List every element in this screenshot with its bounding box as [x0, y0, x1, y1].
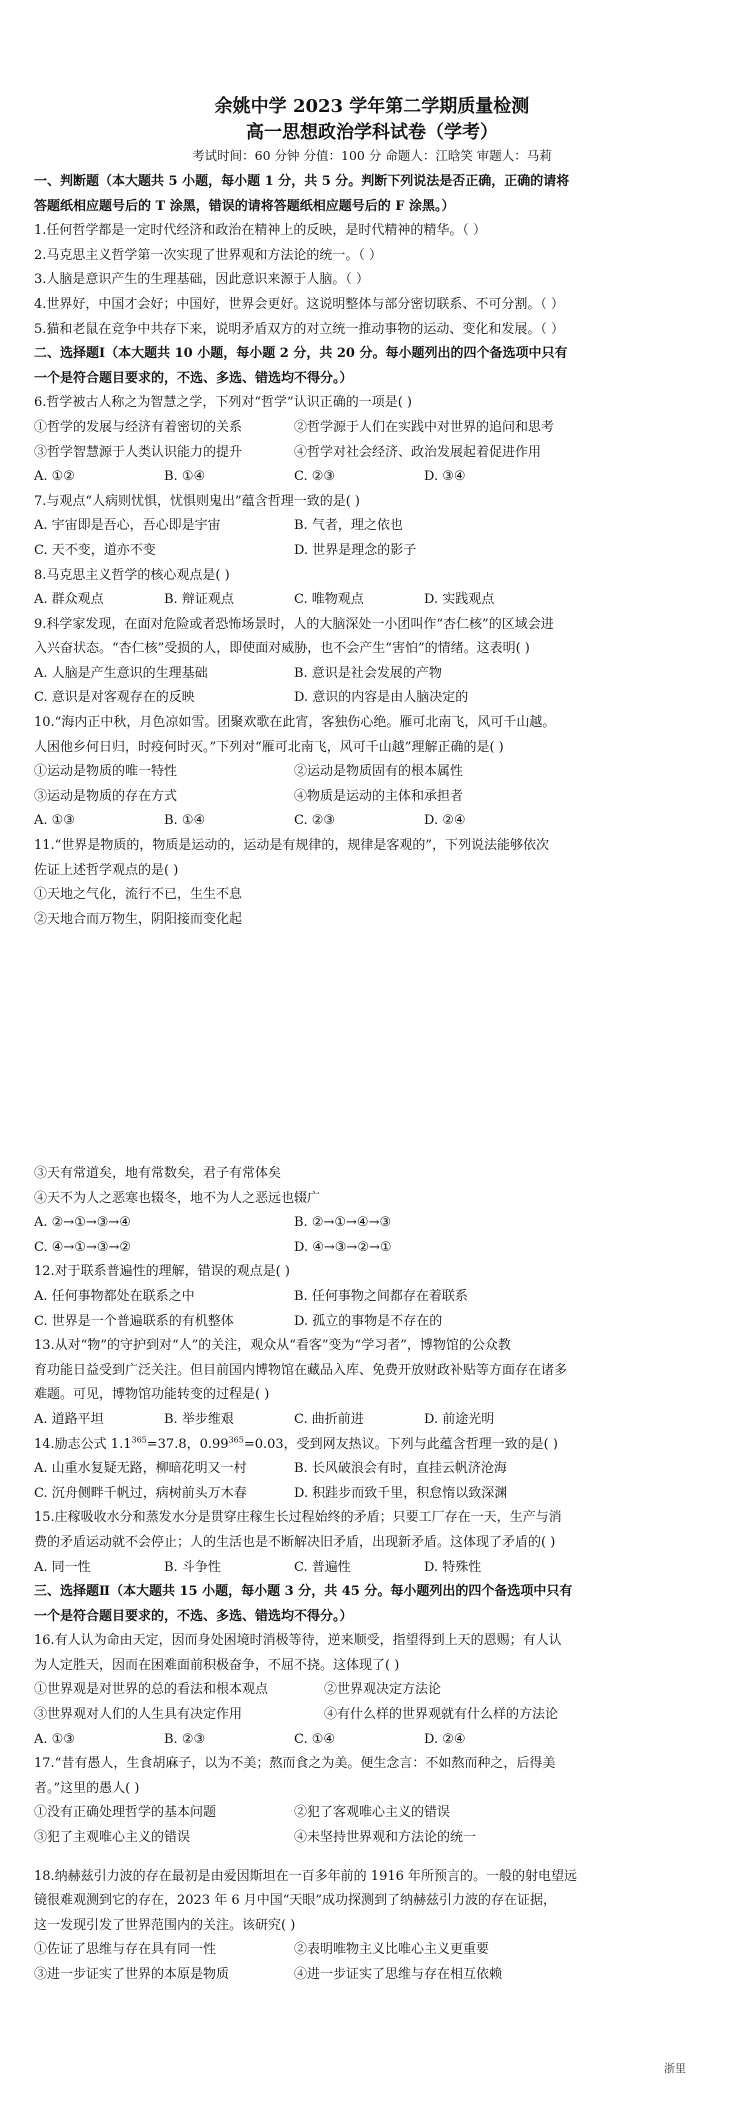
question-5: 5.猫和老鼠在竞争中共存下来，说明矛盾双方的对立统一推动事物的运动、变化和发展。（ ） — [34, 321, 565, 337]
question-6-options-row1 — [34, 416, 710, 441]
question-13-stem: 13.从对“物”的守护到对“人”的关注，观众从“看客”变为“学习者”，博物馆的公众教 — [34, 1338, 511, 1354]
choice-a: A. 同一性 — [34, 1559, 91, 1575]
choice-d: D. 前途光明 — [424, 1411, 495, 1427]
question-6-choices — [34, 465, 710, 490]
choice-a: A. 道路平坦 — [34, 1411, 104, 1427]
option-1: ①佐证了思维与存在具有同一性 — [34, 1942, 217, 1958]
option-3: ③运动是物质的存在方式 — [34, 788, 178, 804]
choice-d: D. ④→③→②→① — [294, 1239, 392, 1255]
question-11-option-1: ①天地之气化，流行不已，生生不息 — [34, 887, 243, 903]
option-2: ②运动是物质固有的根本属性 — [294, 764, 464, 780]
question-4: 4.世界好，中国才会好；中国好，世界会更好。这说明整体与部分密切联系、不可分割。（ ） — [34, 296, 565, 312]
choice-c: C. 曲折前进 — [294, 1411, 364, 1427]
choice-c: C. ②③ — [294, 469, 336, 485]
question-10-options-row2 — [34, 785, 710, 810]
choice-d: D. 特殊性 — [424, 1559, 482, 1575]
choice-b: B. ①④ — [164, 813, 206, 829]
choice-a: A. ①③ — [34, 813, 75, 829]
question-12-choices-row2 — [34, 1310, 710, 1335]
choice-a: A. 山重水复疑无路，柳暗花明又一村 — [34, 1461, 247, 1477]
question-9-choices-row2 — [34, 686, 710, 711]
question-7-choices-row2 — [34, 539, 710, 564]
option-3: ③进一步证实了世界的本原是物质 — [34, 1967, 230, 1982]
question-12-stem: 12.对于联系普遍性的理解，错误的观点是( ) — [34, 1264, 290, 1280]
question-18-options-row1 — [34, 1938, 710, 1963]
choice-a: A. ①③ — [34, 1731, 75, 1747]
choice-c: C. 天不变，道亦不变 — [34, 542, 156, 558]
section-3-heading: 三、选择题Ⅱ（本大题共 15 小题，每小题 3 分，共 45 分。每小题列出的四个备选项中只有 — [34, 1584, 573, 1600]
choice-a: A. ①② — [34, 469, 75, 485]
option-4: ④有什么样的世界观就有什么样的方法论 — [324, 1707, 559, 1723]
choice-c: C. 沉舟侧畔千帆过，病树前头万木春 — [34, 1485, 247, 1501]
option-1: ①世界观是对世界的总的看法和根本观点 — [34, 1682, 269, 1698]
question-11-stem-cont: 佐证上述哲学观点的是( ) — [34, 862, 179, 878]
section-2-heading: 二、选择题Ⅰ（本大题共 10 小题，每小题 2 分，共 20 分。每小题列出的四个备选项中只有 — [34, 346, 568, 362]
exponent: 365 — [131, 1435, 147, 1445]
question-11-option-3: ③天有常道矣，地有常数矣，君子有常体矣 — [34, 1166, 282, 1181]
choice-d: D. 世界是理念的影子 — [294, 542, 417, 558]
choice-c: C. ②③ — [294, 813, 336, 829]
question-13-stem-cont: 育功能日益受到广泛关注。但目前国内博物馆在藏品入库、免费开放财政补贴等方面存在诸多 — [34, 1362, 568, 1378]
question-7-choices-row1 — [34, 514, 710, 539]
question-6-stem: 6.哲学被古人称之为智慧之学，下列对“哲学”认识正确的一项是( ) — [34, 395, 412, 411]
choice-a: A. 任何事物都处在联系之中 — [34, 1288, 195, 1304]
question-10-options-row1 — [34, 760, 710, 785]
option-2: ②哲学源于人们在实践中对世界的追问和思考 — [294, 419, 555, 435]
stem-part: =37.8，0.99 — [146, 1436, 229, 1452]
choice-d: D. ②④ — [424, 813, 466, 829]
question-3: 3.人脑是意识产生的生理基础，因此意识来源于人脑。（ ） — [34, 272, 370, 288]
stem-part: =0.03，受到网友热议。下列与此蕴含哲理一致的是( ) — [243, 1436, 558, 1452]
option-3: ③犯了主观唯心主义的错误 — [34, 1830, 191, 1846]
question-16-options-row1 — [34, 1678, 710, 1703]
option-4: ④未坚持世界观和方法论的统一 — [294, 1830, 477, 1846]
question-14-choices-row2 — [34, 1482, 710, 1507]
choice-b: B. ②③ — [164, 1731, 206, 1747]
section-1-heading: 一、判断题（本大题共 5 小题，每小题 1 分，共 5 分。判断下列说法是否正确，正确的请将 — [34, 174, 570, 189]
question-15-stem-cont: 费的矛盾运动就不会停止；人的生活也是不断解决旧矛盾，出现新矛盾。这体现了矛盾的( ) — [34, 1534, 556, 1550]
question-9-choices-row1 — [34, 662, 710, 687]
choice-b: B. 气者，理之依也 — [294, 518, 403, 534]
question-14-choices-row1 — [34, 1457, 710, 1482]
choice-b: B. 辩证观点 — [164, 592, 234, 608]
question-18-stem: 18.纳赫兹引力波的存在最初是由爱因斯坦在一百多年前的 1916 年所预言的。一般的射电望远 — [34, 1868, 578, 1884]
choice-d: D. ③④ — [424, 469, 466, 485]
question-1: 1.任何哲学都是一定时代经济和政治在精神上的反映，是时代精神的精华。（ ） — [34, 223, 487, 239]
choice-a: A. 人脑是产生意识的生理基础 — [34, 665, 208, 681]
question-12-choices-row1 — [34, 1285, 710, 1310]
option-3: ③哲学智慧源于人类认识能力的提升 — [34, 444, 243, 460]
choice-d: D. 实践观点 — [424, 592, 495, 608]
option-2: ②表明唯物主义比唯心主义更重要 — [294, 1942, 490, 1958]
choice-c: C. 普遍性 — [294, 1559, 351, 1575]
question-16-stem-cont: 为人定胜天，因而在困难面前积极奋争，不屈不挠。这体现了( ) — [34, 1657, 400, 1673]
choice-c: C. 世界是一个普遍联系的有机整体 — [34, 1313, 234, 1329]
choice-a: A. ②→①→③→④ — [34, 1215, 131, 1231]
choice-a: A. 群众观点 — [34, 592, 104, 608]
question-13-stem-cont2: 难题。可见，博物馆功能转变的过程是( ) — [34, 1387, 270, 1403]
question-6-options-row2 — [34, 441, 710, 466]
question-17-options-row2 — [34, 1826, 710, 1851]
question-8-choices — [34, 588, 710, 613]
option-1: ①没有正确处理哲学的基本问题 — [34, 1805, 217, 1821]
choice-d: D. ②④ — [424, 1731, 466, 1747]
question-18-options-row2 — [34, 1963, 710, 1988]
choice-b: B. 长风破浪会有时，直挂云帆济沧海 — [294, 1461, 507, 1477]
choice-b: B. 意识是社会发展的产物 — [294, 665, 442, 681]
question-9-stem: 9.科学家发现，在面对危险或者恐怖场景时，人的大脑深处一小团叫作“杏仁核”的区域会进 — [34, 616, 554, 632]
option-1: ①哲学的发展与经济有着密切的关系 — [34, 419, 243, 435]
question-15-choices — [34, 1556, 710, 1581]
question-17-stem-cont: 者。”这里的愚人( ) — [34, 1780, 140, 1796]
section-2-heading-cont: 一个是符合题目要求的，不选、多选、错选均不得分。） — [34, 370, 353, 386]
question-17-options-row1 — [34, 1801, 710, 1826]
choice-d: D. 孤立的事物是不存在的 — [294, 1313, 443, 1329]
choice-c: C. ①④ — [294, 1731, 336, 1747]
exam-title-subject: 高一思想政治学科试卷（学考） — [246, 122, 498, 143]
content-block-2 — [34, 1162, 710, 1988]
section-1-heading-cont: 答题纸相应题号后的 T 涂黑，错误的请将答题纸相应题号后的 F 涂黑。） — [34, 198, 455, 214]
question-14-stem — [34, 1433, 710, 1458]
question-7-stem: 7.与观点“人病则忧惧，忧惧则鬼出”蕴含哲理一致的是( ) — [34, 493, 360, 509]
section-3-heading-cont: 一个是符合题目要求的，不选、多选、错选均不得分。） — [34, 1608, 353, 1624]
question-10-stem: 10.“海内正中秋，月色凉如雪。团聚欢歌在此宵，客独伤心绝。雁可北南飞，风可千山越。 — [34, 715, 556, 731]
option-4: ④物质是运动的主体和承担者 — [294, 788, 464, 804]
footer-region-label: 浙里 — [664, 2062, 686, 2075]
choice-d: D. 积跬步而致千里，积怠惰以致深渊 — [294, 1485, 508, 1501]
question-16-stem: 16.有人认为命由天定，因而身处困境时消极等待，逆来顺受，指望得到上天的恩赐；有人认 — [34, 1633, 562, 1649]
question-16-choices — [34, 1728, 710, 1753]
question-8-stem: 8.马克思主义哲学的核心观点是( ) — [34, 567, 230, 583]
option-4: ④哲学对社会经济、政治发展起着促进作用 — [294, 444, 542, 460]
stem-part: 14.励志公式 1.1 — [34, 1436, 132, 1452]
choice-c: C. 意识是对客观存在的反映 — [34, 690, 195, 706]
choice-b: B. 举步维艰 — [164, 1411, 234, 1427]
content-block-1 — [34, 170, 710, 932]
choice-c: C. ④→①→③→② — [34, 1239, 132, 1255]
question-11-choices-row1 — [34, 1211, 710, 1236]
exam-title-school: 余姚中学 2023 学年第二学期质量检测 — [214, 96, 530, 117]
choice-b: B. 斗争性 — [164, 1559, 221, 1575]
exponent: 365 — [228, 1435, 244, 1445]
question-17-stem: 17.“昔有愚人，生食胡麻子，以为不美；熬而食之为美。便生念言：不如熬而种之，后得美 — [34, 1756, 556, 1772]
question-11-option-4: ④天不为人之恶寒也辍冬，地不为人之恶远也辍广 — [34, 1190, 321, 1206]
question-11-choices-row2 — [34, 1236, 710, 1261]
choice-a: A. 宇宙即是吾心，吾心即是宇宙 — [34, 518, 221, 534]
question-18-stem-cont2: 这一发现引发了世界范围内的关注。该研究( ) — [34, 1917, 296, 1933]
choice-c: C. 唯物观点 — [294, 592, 364, 608]
option-2: ②犯了客观唯心主义的错误 — [294, 1805, 451, 1821]
option-1: ①运动是物质的唯一特性 — [34, 764, 178, 780]
question-11-option-2: ②天地合而万物生，阴阳接而变化起 — [34, 911, 243, 927]
choice-d: D. 意识的内容是由人脑决定的 — [294, 690, 469, 706]
choice-b: B. 任何事物之间都存在着联系 — [294, 1288, 468, 1304]
question-2: 2.马克思主义哲学第一次实现了世界观和方法论的统一。（ ） — [34, 247, 383, 263]
question-10-stem-cont: 人困他乡何日归，时疫何时灭。”下列对“雁可北南飞，风可千山越”理解正确的是( ) — [34, 739, 504, 755]
question-16-options-row2 — [34, 1703, 710, 1728]
option-2: ②世界观决定方法论 — [324, 1682, 442, 1698]
exam-info: 考试时间：60 分钟 分值：100 分 命题人：江晗笑 审题人：马莉 — [192, 148, 552, 163]
question-11-stem: 11.“世界是物质的，物质是运动的，运动是有规律的，规律是客观的”，下列说法能够依次 — [34, 838, 549, 854]
choice-b: B. ②→①→④→③ — [294, 1215, 392, 1231]
option-3: ③世界观对人们的人生具有决定作用 — [34, 1707, 243, 1723]
question-15-stem: 15.庄稼吸收水分和蒸发水分是贯穿庄稼生长过程始终的矛盾；只要工厂存在一天，生产与消 — [34, 1510, 562, 1526]
question-13-choices — [34, 1408, 710, 1433]
question-9-stem-cont: 入兴奋状态。“杏仁核”受损的人，即使面对威胁，也不会产生“害怕”的情绪。这表明( ) — [34, 641, 530, 657]
question-10-choices — [34, 809, 710, 834]
choice-b: B. ①④ — [164, 469, 206, 485]
question-18-stem-cont: 镜很难观测到它的存在，2023 年 6 月中国“天眼”成功探测到了纳赫兹引力波的存在证据， — [34, 1893, 557, 1909]
option-4: ④进一步证实了思维与存在相互依赖 — [294, 1967, 503, 1982]
